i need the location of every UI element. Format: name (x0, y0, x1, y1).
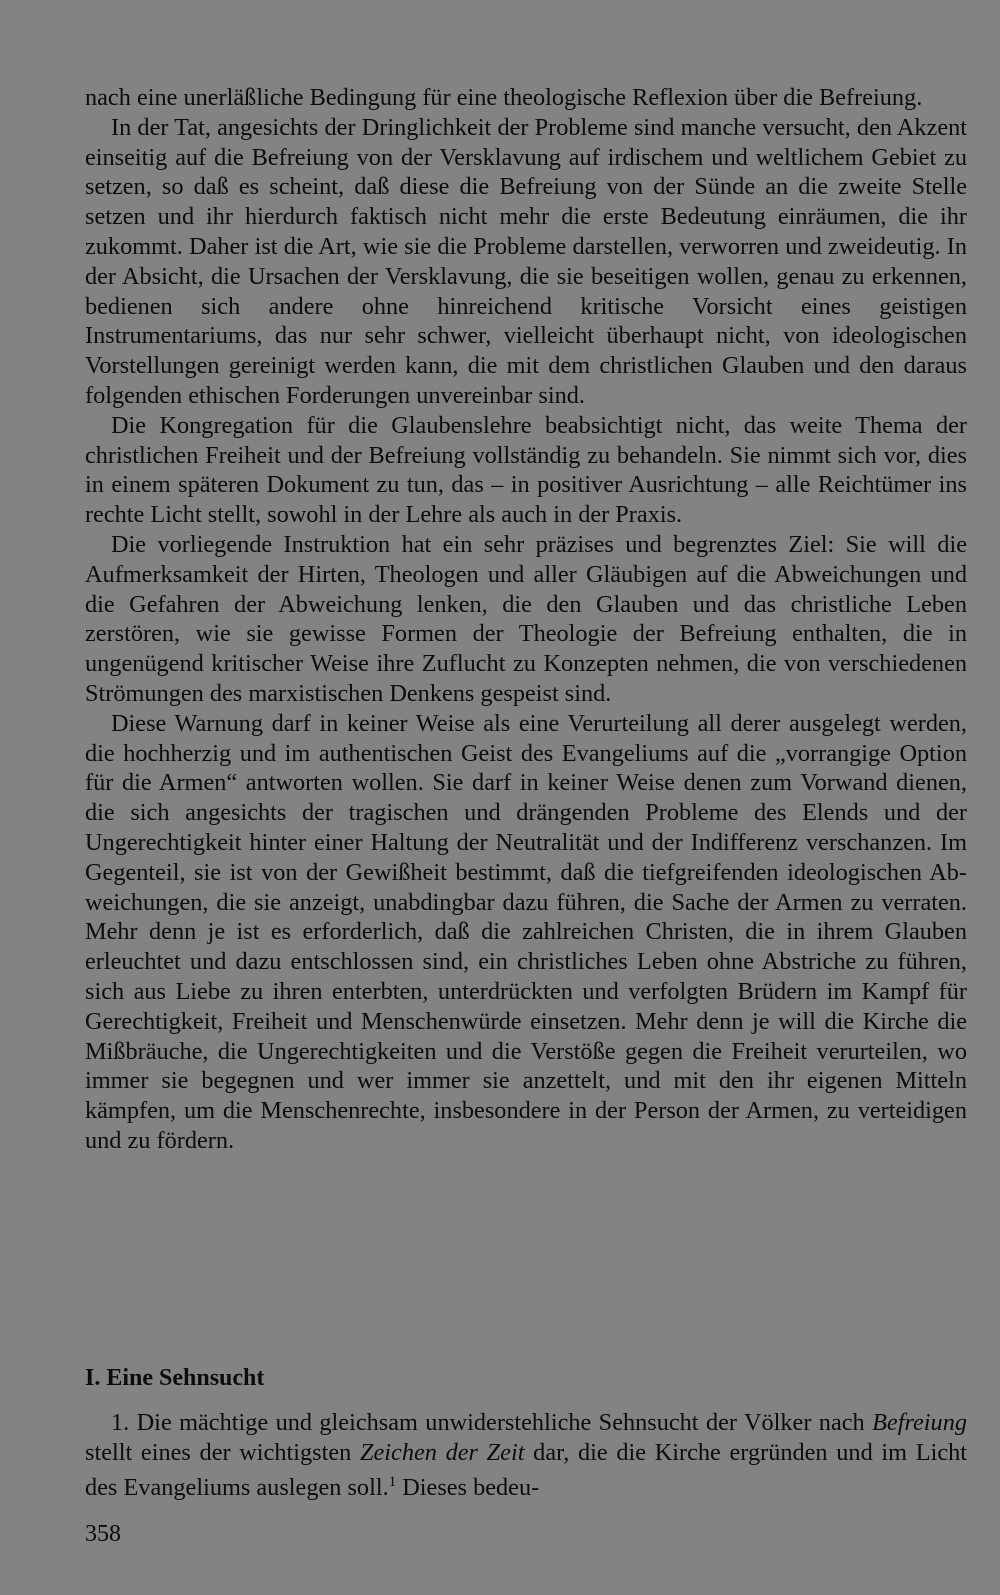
section-heading: I. Eine Sehnsucht (85, 1365, 265, 1391)
section-paragraph-1 (85, 1408, 967, 1502)
section-text-2: stellt eines der wichtigsten (85, 1438, 352, 1466)
footnote-marker[interactable]: 1 (388, 1473, 397, 1490)
paragraph-1: nach eine unerläßliche Bedingung für eine theologische Reflexion über die Befreiung. (85, 84, 923, 111)
paragraph-4: Die vorliegende Instruktion hat ein sehr präzises und begrenztes Ziel: Sie will die Aufmerksamkeit der Hirten, Theologen und aller Gläubigen auf die Abweichungen und die Gefahren der Abweichung lenken, die den Glauben und das christliche Leben zerstören, wie sie gewisse Formen der Theologie der Befreiung enthalten, die in ungenügend kritischer Weise ihre Zuflucht zu Konzepten nehmen, die von verschiedenen Strömungen des marxistischen Denkens gespeist sind. (85, 530, 967, 707)
body-text (85, 83, 967, 1156)
emphasis-befreiung: Befreiung (872, 1409, 968, 1436)
paragraph-5: Diese Warnung darf in keiner Weise als eine Verurteilung all derer ausgelegt werden, die hochherzig und im authentischen Geist des Evangeliums auf die „vorrangige Option für die Armen“ antworten wollen. Sie darf in keiner Weise denen zum Vorwand dienen, die sich angesichts der tragischen und drängenden Probleme des Elends und der Ungerechtigkeit hinter einer Haltung der Neutralität und der Indifferenz verschanzen. Im Gegenteil, sie ist von der Gewißheit bestimmt, daß die tiefgreifenden ideologischen Abweichungen, die sie anzeigt, unabdingbar dazu führen, die Sache der Armen zu verraten. Mehr denn je ist es erforderlich, daß die zahlreichen Christen, die in ihrem Glauben erleuchtet und dazu entschlossen sind, ein christliches Leben ohne Abstriche zu führen, sich aus Liebe zu ihren enterbten, unterdrückten und verfolgten Brüdern im Kampf für Gerechtigkeit, Freiheit und Menschenwürde einsetzen. Mehr denn je will die Kirche die Mißbräuche, die Ungerechtigkeiten und die Verstöße gegen die Freiheit verurteilen, wo immer sie begegnen und wer immer sie anzettelt, und mit den ihr eigenen Mitteln kämpfen, um die Menschenrechte, insbesondere in der Person der Armen, zu verteidigen und zu fördern. (85, 709, 967, 1154)
section-text-1: Die mächtige und gleichsam unwiderstehliche Sehnsucht der Völker nach (136, 1409, 865, 1436)
paragraph-number: 1. (111, 1409, 130, 1436)
page-number: 358 (85, 1521, 121, 1547)
section-body (85, 1408, 967, 1502)
paragraph-3: Die Kongregation für die Glaubenslehre beabsichtigt nicht, das weite Thema der christlichen Freiheit und der Befreiung vollständig zu behandeln. Sie nimmt sich vor, dies in einem späteren Dokument zu tun, das – in positiver Ausrichtung – alle Reichtümer ins rechte Licht stellt, sowohl in der Lehre als auch in der Praxis. (85, 411, 967, 529)
section-text-4: Dieses bedeu- (402, 1473, 540, 1501)
paragraph-2: In der Tat, angesichts der Dringlichkeit der Probleme sind manche versucht, den Akzent einseitig auf die Befreiung von der Versklavung auf irdischem und weltlichem Gebiet zu setzen, so daß es scheint, daß diese die Befreiung von der Sünde an die zweite Stelle setzen und ihr hierdurch faktisch nicht mehr die erste Bedeutung einräumen, die ihr zukommt. Daher ist die Art, wie sie die Probleme darstellen, verworren und zweideutig. In der Absicht, die Ursachen der Versklavung, die sie beseitigen wollen, genau zu erkennen, bedienen sich andere ohne hinreichend kritische Vorsicht eines geistigen Instrumentariums, das nur sehr schwer, vielleicht überhaupt nicht, von ideologischen Vorstellungen gereinigt werden kann, die mit dem christlichen Glauben und den daraus folgenden ethischen Forderungen unvereinbar sind. (85, 113, 967, 409)
emphasis-zeichen-der-zeit: Zeichen der Zeit (359, 1438, 525, 1466)
section-text-3: dar, die die Kirche ergründen und im Licht des Evangeliums auslegen soll. (85, 1438, 968, 1501)
